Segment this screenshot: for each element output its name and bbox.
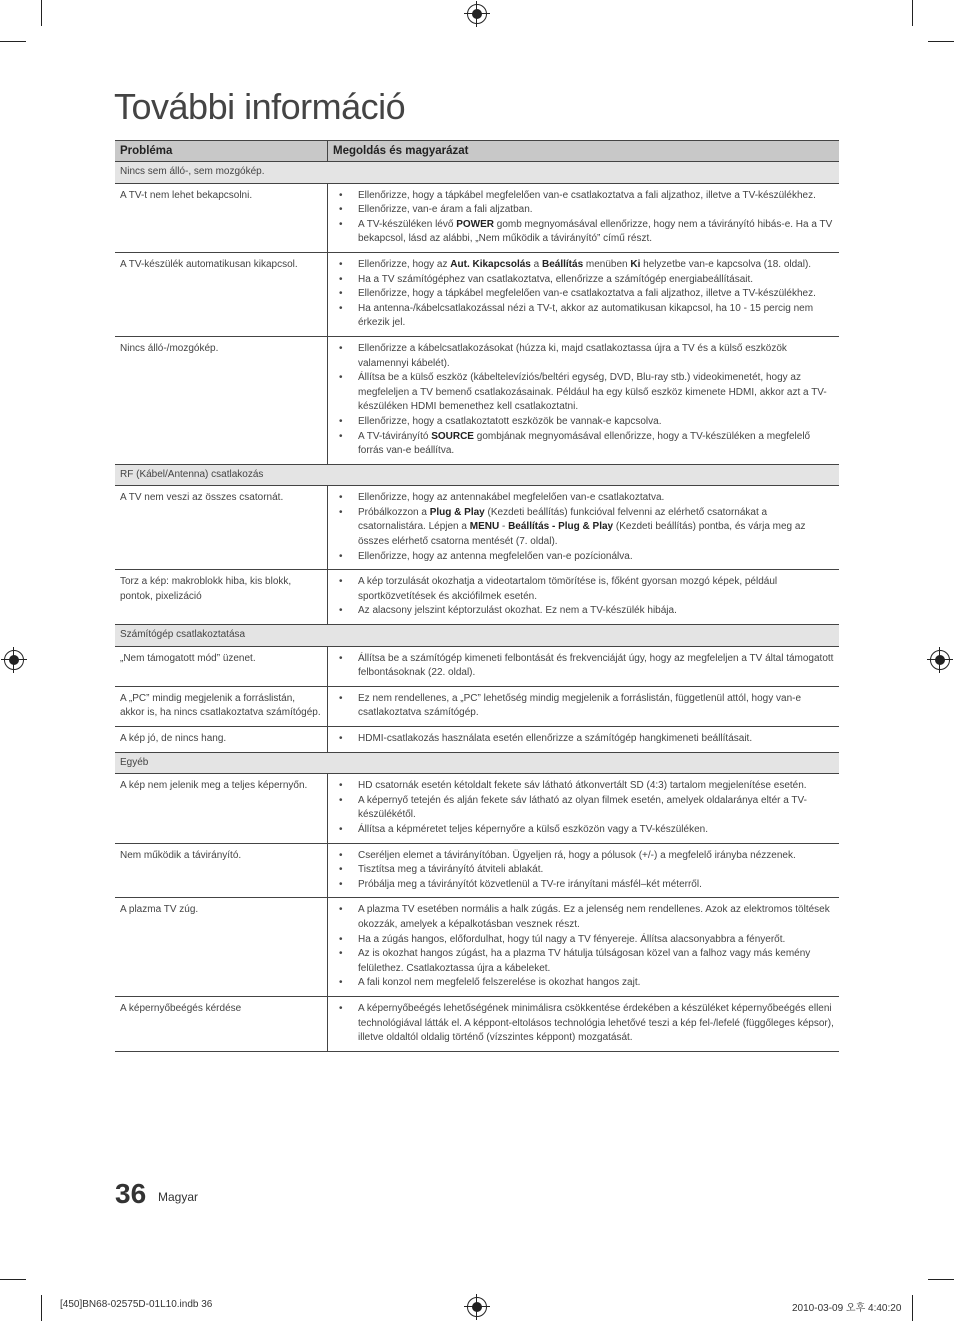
solution-item: • A képernyőbeégés lehetőségének minimálisra csökkentése érdekében a készüléket képernyőbeégés elleni technológiával látták el. A képpont-eltolásos technológia lehetővé teszi a kép fel-/lefelé (függőleges képsor), illetve oldaltól oldalig történő (vízszintes képpont) mozgatását.	[333, 1002, 834, 1046]
solution-item: • A TV-távirányító SOURCE gombjának megnyomásával ellenőrizze, hogy a TV-készüléken a megfelelő forrás van-e beállítva.	[333, 430, 834, 459]
solution-cell	[328, 898, 840, 997]
registration-mark-icon	[4, 650, 24, 670]
table-row	[115, 774, 839, 843]
page-language: Magyar	[158, 1190, 199, 1204]
solution-item: • Állítsa a képméretet teljes képernyőre a külső eszközön vagy a TV-készüléken.	[333, 823, 834, 838]
problem-cell: A plazma TV zúg.	[115, 898, 328, 997]
solution-cell	[328, 336, 840, 464]
solution-item: • Tisztítsa meg a távirányító átviteli ablakát.	[333, 863, 834, 878]
solution-cell	[328, 183, 840, 252]
solution-item: • Ha a TV számítógéphez van csatlakoztatva, ellenőrizze a számítógép energiabeállításait.	[333, 273, 834, 288]
section-row	[115, 464, 839, 486]
solution-list	[333, 342, 834, 459]
solution-item: • Ellenőrizze, hogy a csatlakoztatott eszközök be vannak-e kapcsolva.	[333, 415, 834, 430]
footer-timestamp: 2010-03-09 오후 4:40:20	[792, 1303, 902, 1314]
problem-cell: A kép jó, de nincs hang.	[115, 727, 328, 753]
solution-item: • Ellenőrizze, van-e áram a fali aljzatban.	[333, 203, 834, 218]
section-row	[115, 752, 839, 774]
solution-item: • Állítsa be a számítógép kimeneti felbontását és frekvenciáját úgy, hogy az megfeleljen a TV által támogatott felbontásoknak (22. oldal).	[333, 652, 834, 681]
column-header-problem: Probléma	[115, 141, 328, 162]
registration-mark-icon	[467, 1297, 487, 1317]
problem-cell: „Nem támogatott mód” üzenet.	[115, 646, 328, 686]
solution-item: • Az alacsony jelszint képtorzulást okozhat. Ez nem a TV-készülék hibája.	[333, 604, 834, 619]
section-title: Számítógép csatlakoztatása	[115, 625, 839, 647]
registration-mark-icon	[467, 4, 487, 24]
solution-item: • Ellenőrizze, hogy az antennakábel megfelelően van-e csatlakoztatva.	[333, 491, 834, 506]
solution-cell	[328, 486, 840, 570]
solution-item: • Ez nem rendellenes, a „PC” lehetőség mindig megjelenik a forráslistán, függetlenül attól, hogy van-e csatlakoztatva számítógép.	[333, 692, 834, 721]
solution-cell	[328, 727, 840, 753]
table-row	[115, 727, 839, 753]
section-row	[115, 625, 839, 647]
solution-item: • A plazma TV esetében normális a halk zúgás. Ez a jelenség nem rendellenes. Azok az elektromos töltések okozzák, amelyek a képalkotásban vesznek részt.	[333, 903, 834, 932]
table-row	[115, 336, 839, 464]
solution-cell	[328, 774, 840, 843]
problem-cell: A TV nem veszi az összes csatornát.	[115, 486, 328, 570]
table-row	[115, 570, 839, 625]
solution-list	[333, 1002, 834, 1046]
solution-item: • Ellenőrizze, hogy a tápkábel megfelelően van-e csatlakoztatva a fali aljzathoz, illetve a TV-készülékhez.	[333, 287, 834, 302]
solution-item: • Ellenőrizze a kábelcsatlakozásokat (húzza ki, majd csatlakoztassa újra a TV és a külső eszközök valamennyi kábelét).	[333, 342, 834, 371]
table-row	[115, 898, 839, 997]
solution-list	[333, 692, 834, 721]
page-number: 36	[115, 1178, 147, 1209]
solution-item: • Cseréljen elemet a távirányítóban. Ügyeljen rá, hogy a pólusok (+/-) a megfelelő irányba nézzenek.	[333, 849, 834, 864]
solution-cell	[328, 646, 840, 686]
table-row	[115, 686, 839, 726]
solution-list	[333, 258, 834, 331]
solution-item: • HD csatornák esetén kétoldalt fekete sáv látható átkonvertált SD (4:3) tartalom megjelenítése esetén.	[333, 779, 834, 794]
problem-cell: Nem működik a távirányító.	[115, 843, 328, 898]
solution-item: • A kép torzulását okozhatja a videotartalom tömörítése is, főként gyorsan mozgó képek, például sportközvetítések és akciófilmek esetén.	[333, 575, 834, 604]
crop-mark	[41, 0, 42, 26]
footer-file-info: [450]BN68-02575D-01L10.indb 36	[60, 1299, 213, 1310]
solution-item: • Ellenőrizze, hogy a tápkábel megfelelően van-e csatlakoztatva a fali aljzathoz, illetve a TV-készülékhez.	[333, 189, 834, 204]
section-title: Egyéb	[115, 752, 839, 774]
column-header-solution: Megoldás és magyarázat	[328, 141, 840, 162]
problem-cell: Nincs álló-/mozgókép.	[115, 336, 328, 464]
problem-cell: A TV-t nem lehet bekapcsolni.	[115, 183, 328, 252]
crop-mark	[0, 41, 26, 42]
solution-list	[333, 491, 834, 564]
problem-cell: A TV-készülék automatikusan kikapcsol.	[115, 252, 328, 336]
table-row	[115, 843, 839, 898]
table-row	[115, 486, 839, 570]
solution-item: • Állítsa be a külső eszköz (kábeltelevíziós/beltéri egység, DVD, Blu-ray stb.) videokimenetét, hogy az megfeleljen a TV bemenő csatlakozásainak. Például ha egy külső eszköz kimenete HDMI, akkor azt a TV-készüléken HDMI bemenethez kell csatlakoztatni.	[333, 371, 834, 415]
solution-list	[333, 189, 834, 247]
solution-item: • Ha antenna-/kábelcsatlakozással nézi a TV-t, akkor az automatikusan kikapcsol, ha 10 - 15 percig nem érkezik jel.	[333, 302, 834, 331]
section-title: RF (Kábel/Antenna) csatlakozás	[115, 464, 839, 486]
solution-item: • Ellenőrizze, hogy az antenna megfelelően van-e pozícionálva.	[333, 550, 834, 565]
solution-cell	[328, 570, 840, 625]
solution-item: • HDMI-csatlakozás használata esetén ellenőrizze a számítógép hangkimeneti beállításait.	[333, 732, 834, 747]
solution-cell	[328, 252, 840, 336]
crop-mark	[928, 41, 954, 42]
solution-cell	[328, 996, 840, 1051]
solution-list	[333, 903, 834, 991]
solution-item: • Próbálja meg a távirányítót közvetlenül a TV-re irányítani másfél–két méterről.	[333, 878, 834, 893]
crop-mark	[41, 1295, 42, 1321]
table-row	[115, 996, 839, 1051]
problem-cell: A „PC” mindig megjelenik a forráslistán, akkor is, ha nincs csatlakoztatva számítógép.	[115, 686, 328, 726]
section-title: Nincs sem álló-, sem mozgókép.	[115, 162, 839, 184]
solution-list	[333, 732, 834, 747]
crop-mark	[928, 1279, 954, 1280]
solution-list	[333, 575, 834, 619]
solution-list	[333, 849, 834, 893]
solution-list	[333, 652, 834, 681]
solution-item: • Ellenőrizze, hogy az Aut. Kikapcsolás a Beállítás menüben Ki helyzetbe van-e kapcsolva (18. oldal).	[333, 258, 834, 273]
section-row	[115, 162, 839, 184]
crop-mark	[0, 1279, 26, 1280]
problem-cell: A képernyőbeégés kérdése	[115, 996, 328, 1051]
solution-item: • Próbálkozzon a Plug & Play (Kezdeti beállítás) funkcióval felvenni az elérhető csatornákat a csatornalistára. Lépjen a MENU - Beállítás - Plug & Play (Kezdeti beállítás) pontba, és várja meg az összes elérhető csatorna mentését (7. oldal).	[333, 506, 834, 550]
solution-list	[333, 779, 834, 837]
registration-mark-icon	[930, 650, 950, 670]
crop-mark	[912, 1295, 913, 1321]
crop-mark	[912, 0, 913, 26]
solution-cell	[328, 843, 840, 898]
solution-item: • Az is okozhat hangos zúgást, ha a plazma TV hátulja túlságosan közel van a falhoz vagy más kemény felülethez. Csatlakoztassa újra a kábeleket.	[333, 947, 834, 976]
troubleshooting-table	[115, 140, 839, 1052]
solution-cell	[328, 686, 840, 726]
problem-cell: A kép nem jelenik meg a teljes képernyőn.	[115, 774, 328, 843]
solution-item: • A képernyő tetején és alján fekete sáv látható az olyan filmek esetén, amelyek oldalaránya eltér a TV-készülékétől.	[333, 794, 834, 823]
solution-item: • Ha a zúgás hangos, előfordulhat, hogy túl nagy a TV fényereje. Állítsa alacsonyabbra a fényerőt.	[333, 933, 834, 948]
table-row	[115, 252, 839, 336]
table-row	[115, 183, 839, 252]
table-row	[115, 646, 839, 686]
solution-item: • A fali konzol nem megfelelő felszerelése is okozhat hangos zajt.	[333, 976, 834, 991]
problem-cell: Torz a kép: makroblokk hiba, kis blokk, pontok, pixelizáció	[115, 570, 328, 625]
page-title: További információ	[114, 86, 406, 127]
solution-item: • A TV-készüléken lévő POWER gomb megnyomásával ellenőrizze, hogy nem a távirányító hibás-e. Ha a TV bekapcsol, lásd az alábbi, „Nem működik a távirányító” című részt.	[333, 218, 834, 247]
